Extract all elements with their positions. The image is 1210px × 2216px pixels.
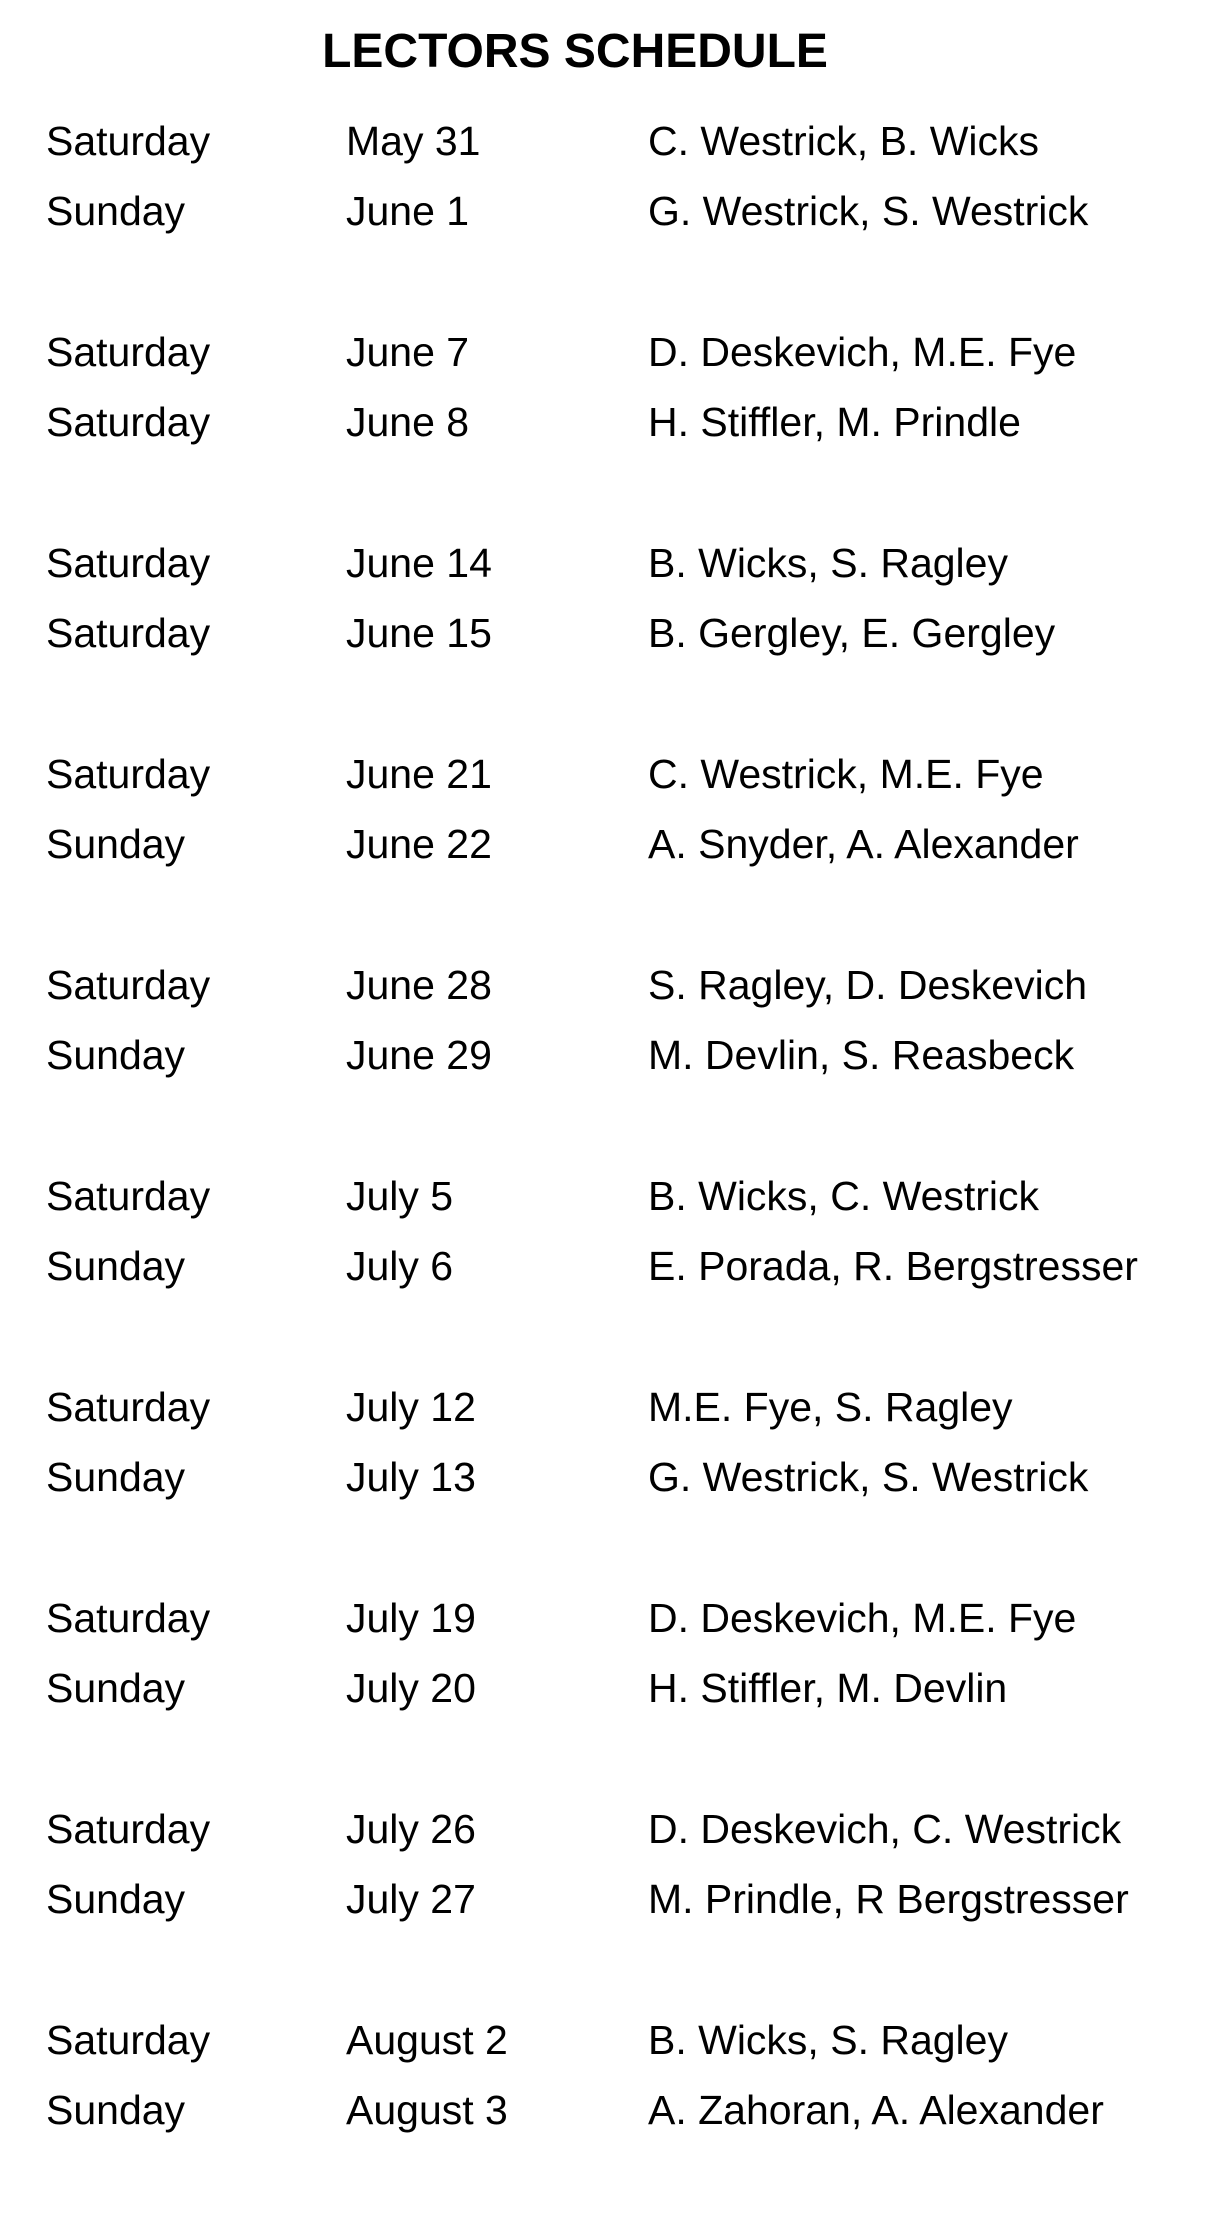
day-cell: Sunday <box>46 188 186 234</box>
day-cell: Sunday <box>46 1665 186 1711</box>
schedule-row <box>0 2005 1210 2075</box>
day-cell: Saturday <box>46 540 211 586</box>
date-cell: August 2 <box>346 2017 508 2063</box>
schedule-group <box>0 950 1210 1161</box>
schedule-group <box>0 739 1210 950</box>
day-cell: Saturday <box>46 399 211 445</box>
lectors-cell: A. Zahoran, A. Alexander <box>648 2087 1104 2133</box>
schedule-group <box>0 1161 1210 1372</box>
schedule-row <box>0 809 1210 879</box>
lectors-cell: M. Devlin, S. Reasbeck <box>648 1032 1075 1078</box>
schedule-group <box>0 1794 1210 2005</box>
lectors-cell: H. Stiffler, M. Devlin <box>648 1665 1008 1711</box>
day-cell: Saturday <box>46 1173 211 1219</box>
day-cell: Saturday <box>46 962 211 1008</box>
schedule-row <box>0 317 1210 387</box>
date-cell: June 22 <box>346 821 492 867</box>
lectors-cell: B. Wicks, S. Ragley <box>648 540 1008 586</box>
schedule-row <box>0 1020 1210 1090</box>
date-cell: June 15 <box>346 610 492 656</box>
lectors-cell: B. Wicks, C. Westrick <box>648 1173 1040 1219</box>
schedule-row <box>0 1653 1210 1723</box>
date-cell: August 3 <box>346 2087 508 2133</box>
date-cell: June 21 <box>346 751 492 797</box>
day-cell: Sunday <box>46 821 186 867</box>
schedule-row <box>0 1161 1210 1231</box>
lectors-cell: M.E. Fye, S. Ragley <box>648 1384 1013 1430</box>
lectors-cell: C. Westrick, M.E. Fye <box>648 751 1044 797</box>
schedule-row <box>0 739 1210 809</box>
day-cell: Sunday <box>46 2087 186 2133</box>
day-cell: Sunday <box>46 1454 186 1500</box>
date-cell: June 14 <box>346 540 492 586</box>
date-cell: June 7 <box>346 329 470 375</box>
day-cell: Saturday <box>46 610 211 656</box>
day-cell: Saturday <box>46 1595 211 1641</box>
day-cell: Saturday <box>46 329 211 375</box>
date-cell: July 26 <box>346 1806 476 1852</box>
schedule-row <box>0 387 1210 457</box>
schedule-group <box>0 528 1210 739</box>
schedule-group <box>0 317 1210 528</box>
date-cell: May 31 <box>346 118 481 164</box>
schedule-group <box>0 1372 1210 1583</box>
day-cell: Sunday <box>46 1032 186 1078</box>
date-cell: July 5 <box>346 1173 454 1219</box>
day-cell: Saturday <box>46 2017 211 2063</box>
day-cell: Sunday <box>46 1876 186 1922</box>
day-cell: Saturday <box>46 1384 211 1430</box>
schedule-row <box>0 1583 1210 1653</box>
schedule-row <box>0 1372 1210 1442</box>
date-cell: June 1 <box>346 188 470 234</box>
lectors-cell: D. Deskevich, M.E. Fye <box>648 1595 1077 1641</box>
date-cell: July 12 <box>346 1384 476 1430</box>
schedule-group <box>0 106 1210 317</box>
lectors-cell: H. Stiffler, M. Prindle <box>648 399 1021 445</box>
lectors-cell: E. Porada, R. Bergstresser <box>648 1243 1138 1289</box>
schedule-row <box>0 1864 1210 1934</box>
schedule-row <box>0 1231 1210 1301</box>
date-cell: July 27 <box>346 1876 476 1922</box>
lectors-cell: G. Westrick, S. Westrick <box>648 1454 1089 1500</box>
date-cell: June 28 <box>346 962 492 1008</box>
date-cell: July 20 <box>346 1665 476 1711</box>
schedule-row <box>0 176 1210 246</box>
schedule-row <box>0 1794 1210 1864</box>
date-cell: June 8 <box>346 399 470 445</box>
date-cell: July 6 <box>346 1243 454 1289</box>
date-cell: July 19 <box>346 1595 476 1641</box>
lectors-cell: M. Prindle, R Bergstresser <box>648 1876 1129 1922</box>
schedule-row <box>0 950 1210 1020</box>
page-title: LECTORS SCHEDULE <box>322 25 828 78</box>
schedule-group <box>0 2005 1210 2216</box>
schedule-row <box>0 528 1210 598</box>
schedule-row <box>0 598 1210 668</box>
lectors-cell: G. Westrick, S. Westrick <box>648 188 1089 234</box>
date-cell: June 29 <box>346 1032 492 1078</box>
day-cell: Saturday <box>46 118 211 164</box>
lectors-cell: B. Wicks, S. Ragley <box>648 2017 1008 2063</box>
lectors-cell: A. Snyder, A. Alexander <box>648 821 1079 867</box>
schedule-row <box>0 2075 1210 2145</box>
lectors-cell: D. Deskevich, C. Westrick <box>648 1806 1122 1852</box>
schedule-list <box>0 106 1210 2216</box>
day-cell: Saturday <box>46 1806 211 1852</box>
schedule-row <box>0 106 1210 176</box>
day-cell: Saturday <box>46 751 211 797</box>
lectors-cell: C. Westrick, B. Wicks <box>648 118 1040 164</box>
schedule-group <box>0 1583 1210 1794</box>
date-cell: July 13 <box>346 1454 476 1500</box>
day-cell: Sunday <box>46 1243 186 1289</box>
lectors-cell: S. Ragley, D. Deskevich <box>648 962 1088 1008</box>
lectors-cell: D. Deskevich, M.E. Fye <box>648 329 1077 375</box>
schedule-row <box>0 1442 1210 1512</box>
lectors-cell: B. Gergley, E. Gergley <box>648 610 1056 656</box>
